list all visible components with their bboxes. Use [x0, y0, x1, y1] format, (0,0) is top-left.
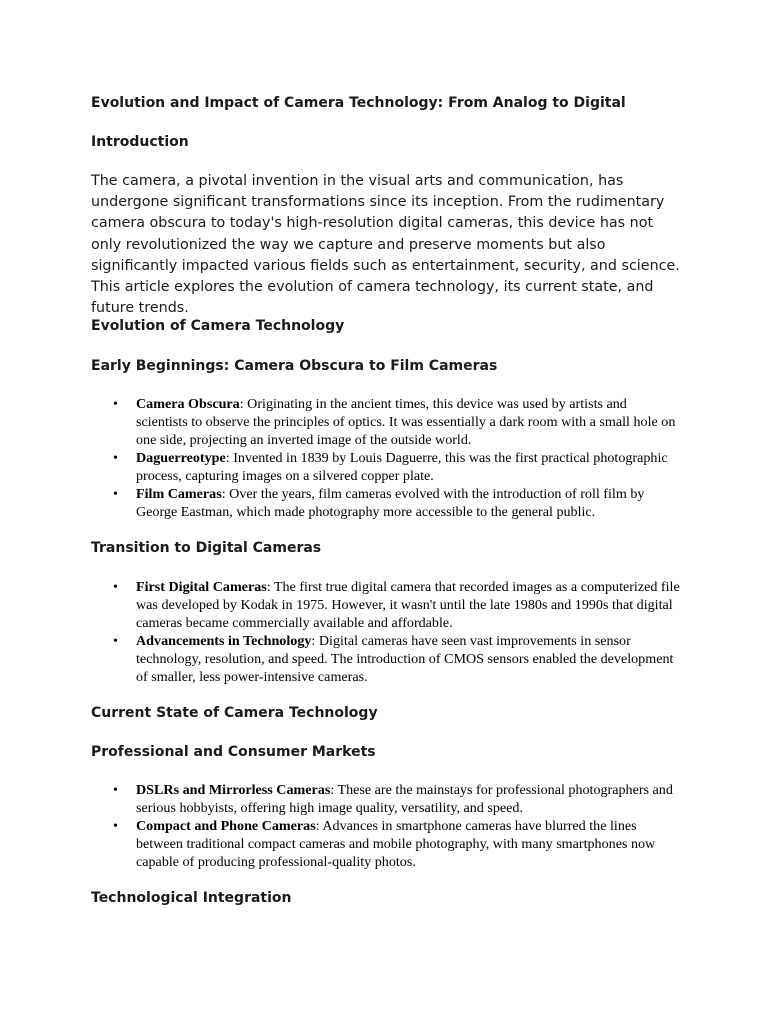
list-item [91, 485, 681, 521]
list-item-text: : These are the mainstays for professional photographers and serious hobbyists, offering high image quality, versatility, and speed. [136, 782, 673, 816]
list-item-term: Film Cameras [136, 486, 222, 502]
heading-evolution: Evolution of Camera Technology [91, 318, 345, 334]
document-title: Evolution and Impact of Camera Technology: From Analog to Digital [91, 95, 626, 111]
list-item [91, 449, 681, 485]
heading-early-beginnings: Early Beginnings: Camera Obscura to Film Cameras [91, 358, 498, 374]
list-item-term: Daguerreotype [136, 450, 226, 466]
list-item-term: First Digital Cameras [136, 579, 267, 595]
list-item-term: DSLRs and Mirrorless Cameras [136, 782, 331, 798]
heading-integration: Technological Integration [91, 890, 292, 906]
list-item-text: : Advances in smartphone cameras have blurred the lines between traditional compact cameras and mobile photography, with many smartphones now capable of producing professional-quality photos. [136, 818, 656, 870]
bullet-icon: • [113, 396, 118, 412]
bullet-icon: • [113, 579, 118, 595]
list-item-term: Compact and Phone Cameras [136, 818, 316, 834]
heading-markets: Professional and Consumer Markets [91, 744, 376, 760]
list-item [91, 632, 681, 686]
list-item [91, 395, 681, 449]
intro-paragraph: The camera, a pivotal invention in the visual arts and communication, has undergone significant transformations since its inception. From the rudimentary camera obscura to today's high-resolution digital cameras, this device has not only revolutionized the way we capture and preserve moments but also significantly impacted various fields such as entertainment, security, and science. This article explores the evolution of camera technology, its current state, and future trends. [91, 173, 680, 317]
heading-transition: Transition to Digital Cameras [91, 540, 322, 556]
bullet-icon: • [113, 782, 118, 798]
bullet-icon: • [113, 633, 118, 649]
heading-current-state: Current State of Camera Technology [91, 705, 378, 721]
list-item-text: : Over the years, film cameras evolved with the introduction of roll film by George Eastman, which made photography more accessible to the general public. [136, 486, 645, 520]
list-item-text: : Originating in the ancient times, this device was used by artists and scientists to observe the principles of optics. It was essentially a dark room with a small hole on one side, projecting an inverted image of the outside world. [136, 396, 676, 448]
bullet-icon: • [113, 486, 118, 502]
markets-list [91, 781, 681, 871]
list-item-text: : The first true digital camera that recorded images as a computerized file was developed by Kodak in 1975. However, it wasn't until the late 1980s and 1990s that digital cameras became commercially available and affordable. [136, 579, 680, 631]
list-item-term: Advancements in Technology [136, 633, 312, 649]
list-item [91, 781, 681, 817]
list-item-term: Camera Obscura [136, 396, 240, 412]
list-item-text: : Digital cameras have seen vast improvements in sensor technology, resolution, and speed. The introduction of CMOS sensors enabled the development of smaller, less power-intensive cameras. [136, 633, 674, 685]
list-item-text: : Invented in 1839 by Louis Daguerre, this was the first practical photographic process, capturing images on a silvered copper plate. [136, 450, 668, 484]
early-beginnings-list [91, 395, 681, 521]
list-item [91, 817, 681, 871]
bullet-icon: • [113, 450, 118, 466]
transition-list [91, 578, 681, 686]
list-item [91, 578, 681, 632]
bullet-icon: • [113, 818, 118, 834]
heading-introduction: Introduction [91, 134, 189, 150]
